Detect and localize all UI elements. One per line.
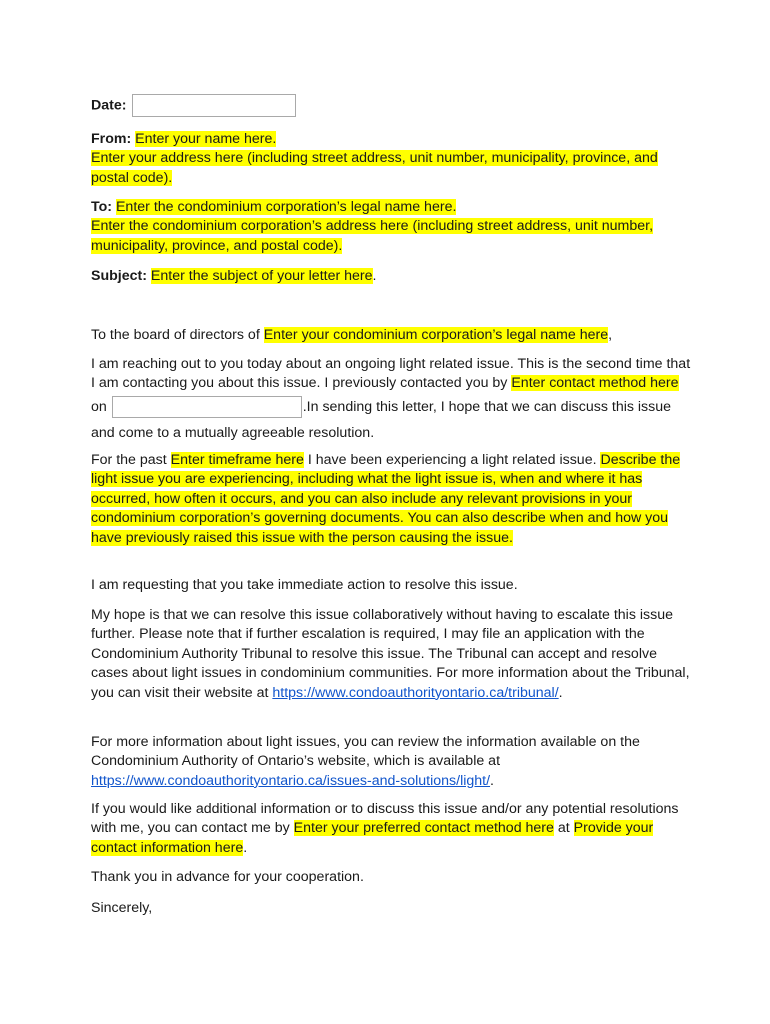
sincerely-text: Sincerely,: [91, 900, 153, 916]
p2-text-b: I have been experiencing a light related issue.: [303, 452, 601, 468]
from-name-placeholder[interactable]: Enter your name here.: [135, 131, 277, 147]
thank-you-text: Thank you in advance for your cooperation.: [91, 869, 364, 885]
p6-text-a: If you would like additional information or to discuss this issue and/or any potential resolutions with me, you can contact me by: [91, 801, 679, 837]
to-block: [91, 198, 691, 256]
contact-method-placeholder[interactable]: Enter contact method here: [511, 375, 679, 392]
p5-text: For more information about light issues, you can review the information available on the Condominium Authority of Ontario’s website, which is available at: [91, 734, 640, 770]
date-field[interactable]: [132, 94, 296, 117]
salutation: [91, 326, 691, 345]
contact-date-field[interactable]: [112, 396, 302, 418]
p1-on: on: [91, 398, 111, 415]
p4-end: .: [558, 684, 563, 701]
timeframe-placeholder[interactable]: Enter timeframe here: [170, 452, 304, 468]
from-label: From:: [91, 131, 132, 147]
from-block: [91, 130, 691, 188]
p6-end: .: [243, 839, 248, 856]
from-address-placeholder[interactable]: Enter your address here (including street address, unit number, municipality, province, and postal code).: [91, 150, 658, 186]
paragraph-4: [91, 606, 691, 703]
issue-description-placeholder[interactable]: Describe the light issue you are experiencing, including what the light issue is, when and where it has occurred, how often it occurs, and you can also include any relevant provisions in your condominium corporation’s governing documents. You can also describe when and how you have previously raised this issue with the person causing the issue.: [91, 452, 681, 546]
date-row: [91, 94, 691, 117]
closing: [91, 899, 691, 918]
light-issues-link[interactable]: https://www.condoauthorityontario.ca/issues-and-solutions/light/: [91, 772, 491, 789]
subject-placeholder[interactable]: Enter the subject of your letter here: [150, 268, 373, 284]
p1-text-a: I am reaching out to you today about an ongoing light related issue. This is the second time that I am contacting you about this issue. I previously contacted you by: [91, 356, 691, 392]
subject-label: Subject:: [91, 268, 147, 284]
preferred-contact-placeholder[interactable]: Enter your preferred contact method here: [293, 820, 554, 837]
paragraph-6: [91, 800, 691, 858]
p4-text: My hope is that we can resolve this issue collaboratively without having to escalate this issue further. Please note that if further escalation is required, I may file an application with the Condominium Authority Tribunal to resolve this issue. The Tribunal can accept and resolve cases about light issues in condominium communities. For more information about the Tribunal, you can visit their website at: [91, 607, 690, 701]
to-name-placeholder[interactable]: Enter the condominium corporation’s legal name here.: [115, 199, 457, 215]
paragraph-7: [91, 868, 691, 887]
p5-end: .: [490, 772, 494, 789]
p6-at: at: [553, 820, 574, 837]
paragraph-1: [91, 355, 691, 446]
p2-text-a: For the past: [91, 452, 171, 468]
paragraph-5: [91, 733, 691, 791]
salutation-text: To the board of directors of: [91, 327, 264, 343]
subject-end: .: [372, 268, 377, 284]
subject-block: [91, 267, 691, 286]
to-label: To:: [91, 199, 113, 215]
p1-text-b: .In sending this letter, I hope that we can discuss this issue and come to a mutually agreeable resolution.: [91, 398, 672, 441]
paragraph-2: [91, 451, 691, 548]
p3-text: I am requesting that you take immediate action to resolve this issue.: [91, 577, 518, 593]
salutation-name-placeholder[interactable]: Enter your condominium corporation’s legal name here: [263, 327, 609, 343]
salutation-end: ,: [608, 327, 613, 343]
paragraph-3: [91, 576, 691, 595]
tribunal-link[interactable]: https://www.condoauthorityontario.ca/tribunal/: [272, 684, 559, 701]
to-address-placeholder[interactable]: Enter the condominium corporation’s address here (including street address, unit number, municipality, province, and postal code).: [91, 218, 654, 254]
contact-info-placeholder[interactable]: Provide your contact information here: [91, 820, 654, 856]
date-label: Date:: [91, 97, 127, 114]
